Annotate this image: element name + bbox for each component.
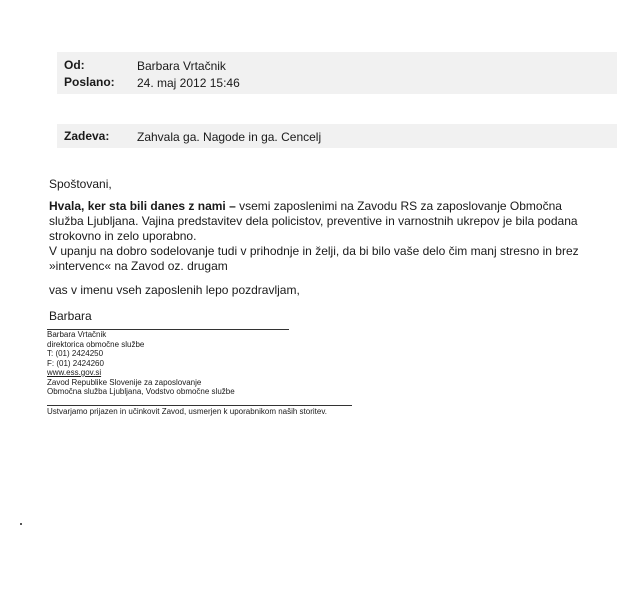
signature-phone: T: (01) 2424250 — [47, 349, 104, 358]
greeting: Spoštovani, — [49, 177, 112, 191]
sent-value: 24. maj 2012 15:46 — [137, 76, 240, 90]
signature-unit: Območna služba Ljubljana, Vodstvo območne službe — [47, 387, 235, 396]
from-value: Barbara Vrtačnik — [137, 59, 226, 73]
signature-block — [47, 330, 235, 397]
paragraph-thanks — [49, 199, 589, 244]
subject-value: Zahvala ga. Nagode in ga. Cencelj — [137, 130, 322, 144]
sender-name: Barbara — [49, 309, 92, 323]
signature-fax: F: (01) 2424260 — [47, 358, 104, 368]
paragraph-hope: V upanju na dobro sodelovanje tudi v prihodnje in želji, da bi bilo vaše delo čim manj stresno in brez »intervenc« na Zavod oz. drugam — [49, 244, 579, 273]
signature-title: direktorica območne službe — [47, 339, 145, 349]
signature-website-link[interactable]: www.ess.gov.si — [47, 368, 102, 377]
from-label: Od: — [64, 58, 85, 72]
scan-speck — [20, 523, 22, 525]
subject-label: Zadeva: — [64, 129, 110, 143]
thanks-bold: Hvala, ker sta bili danes z nami – — [49, 199, 236, 213]
signature-org: Zavod Republike Slovenije za zaposlovanje — [47, 377, 202, 387]
footer-motto: Ustvarjamo prijazen in učinkovit Zavod, usmerjen k uporabnikom naših storitev. — [47, 407, 327, 416]
sent-label: Poslano: — [64, 75, 115, 89]
closing: vas v imenu vseh zaposlenih lepo pozdravljam, — [49, 283, 300, 297]
message-body — [49, 199, 589, 274]
footer-divider — [47, 405, 352, 406]
thanks-rest: vsemi zaposlenimi na Zavodu RS za zaposlovanje Območna služba Ljubljana. Vajina predstavitev dela policistov, preventive in varnostnih ukrepov je bila podana strokovno in zelo uporabno. — [49, 199, 578, 243]
signature-name: Barbara Vrtačnik — [47, 330, 107, 339]
